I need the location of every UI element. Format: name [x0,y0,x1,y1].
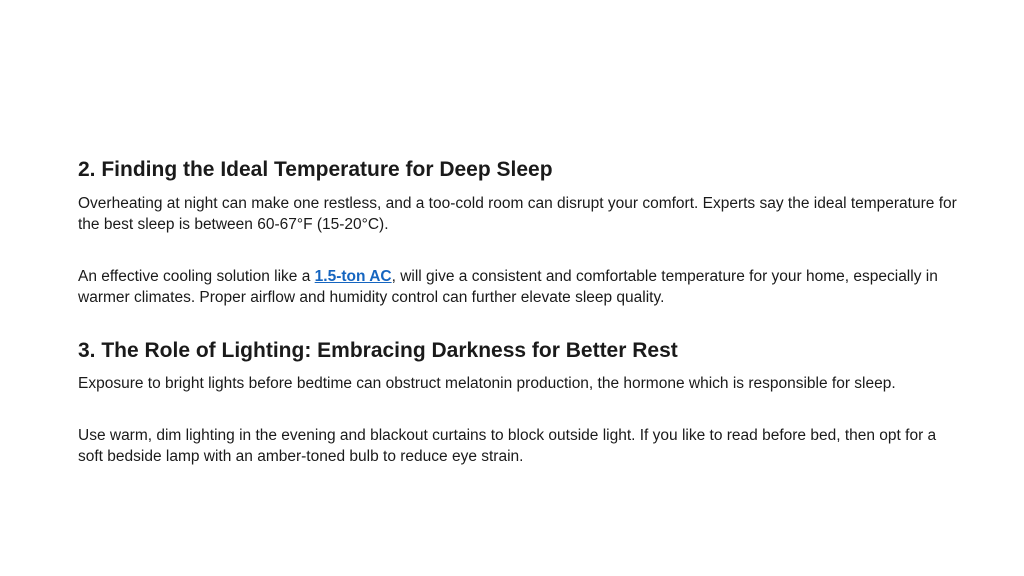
paragraph-temperature-intro: Overheating at night can make one restless, and a too-cold room can disrupt your comfort. Experts say the ideal temperature for the best sleep is between 60-67°F (15-20°C). [78,195,957,233]
section-heading-temperature: 2. Finding the Ideal Temperature for Deep Sleep [78,158,553,181]
paragraph-cooling-solution [78,266,958,308]
section-heading-lighting: 3. The Role of Lighting: Embracing Darkness for Better Rest [78,339,678,362]
content-area [78,156,958,467]
ac-product-link[interactable]: 1.5-ton AC [314,268,392,285]
paragraph-text-before-link: An effective cooling solution like a [78,268,315,285]
paragraph-text-after-link: , will give a consistent and comfortable temperature for your home, especially in warmer climates. Proper airflow and humidity control can further elevate sleep quality. [78,268,938,306]
paragraph-lighting-tips: Use warm, dim lighting in the evening and blackout curtains to block outside light. If you like to read before bed, then opt for a soft bedside lamp with an amber-toned bulb to reduce eye strain. [78,427,937,465]
paragraph-lighting-intro: Exposure to bright lights before bedtime can obstruct melatonin production, the hormone which is responsible for sleep. [78,375,896,392]
